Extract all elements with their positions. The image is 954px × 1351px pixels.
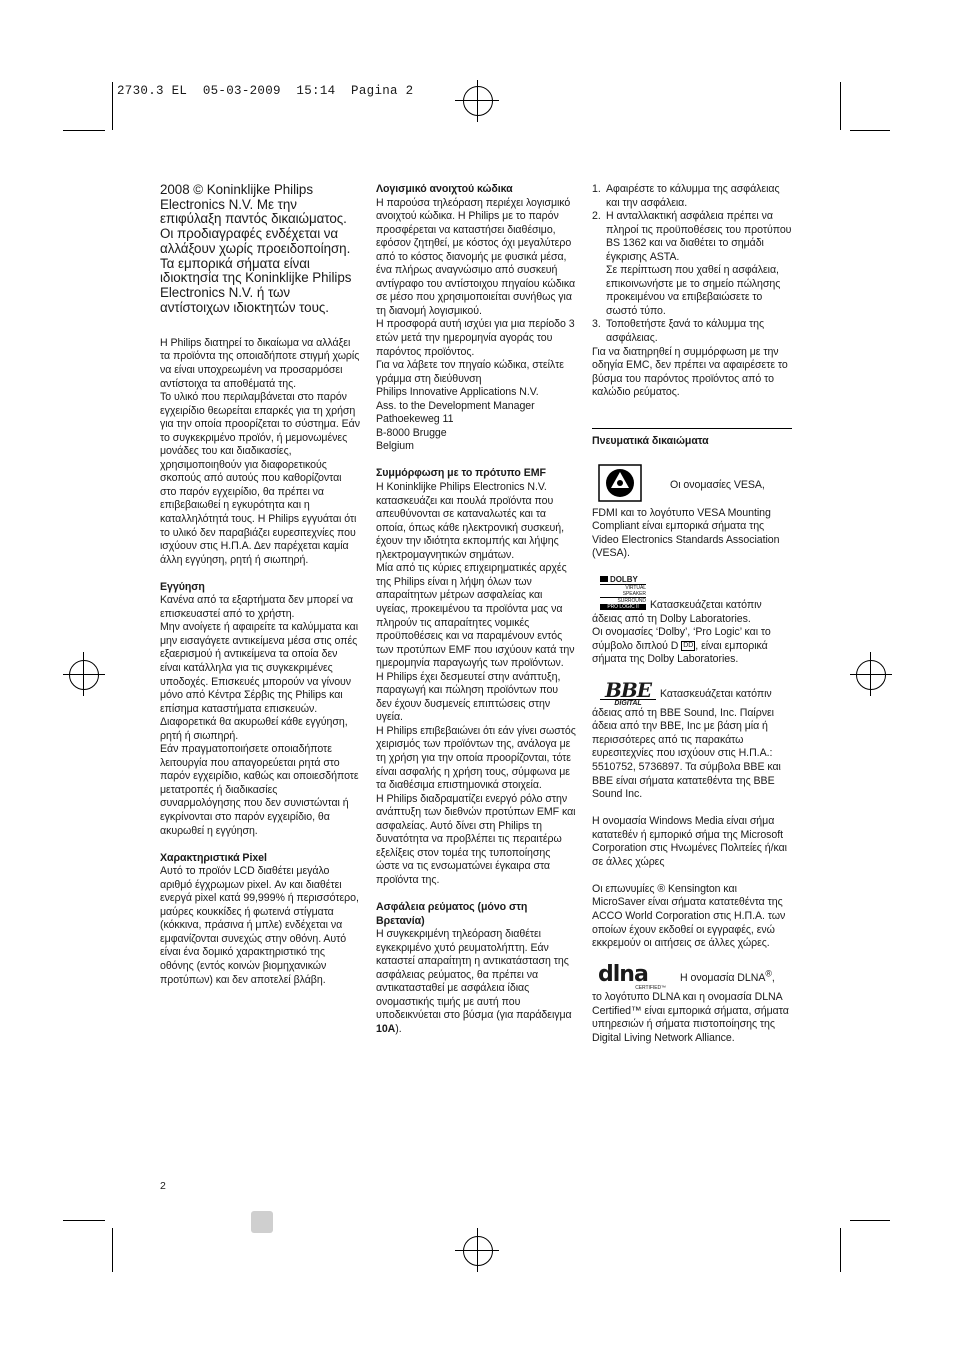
step-text: Σε περίπτωση που χαθεί η ασφάλεια, επικοινωνήστε με το σημείο πώλησης προκειμένου να επιβεβαιώσετε το σωστό τύπο. xyxy=(606,264,781,317)
dlna-text-a: Η ονομασία DLNA xyxy=(680,971,766,984)
paragraph: Το υλικό που περιλαμβάνεται στο παρόν εγχειρίδιο θεωρείται επαρκές για τη χρήση για την οποία προορίζεται το σύστημα. Εάν το συγκεκριμένο προϊόν, ή μεμονωμένες μονάδες του και διαδικασίες, χρησιμοποιηθούν για διαφορετικούς σκοπούς από αυτούς που καθορίζονται στο παρόν εγχειρίδιο, θα πρέπει να επιβεβαιωθεί η εγκυρότητα και η καταλληλότητά τους. Η Philips εγγυάται ότι το υλικό δεν παραβιάζει ευρεσιτεχνίες που ισχύουν στις Η.Π.Α. Δεν παρέχεται καμία άλλη εγγύηση, ρητή ή σιωπηρή. xyxy=(160,391,360,566)
step-text: Τοποθετήστε ξανά το κάλυμμα της ασφάλειας. xyxy=(606,318,765,345)
vesa-text-a: Οι ονομασίες VESA, xyxy=(670,479,765,492)
paragraph: Για να διατηρηθεί η συμμόρφωση με την οδηγία EMC, δεν πρέπει να αφαιρέσετε το βύσμα του παρόντος προϊόντος από το καλώδιο ρεύματος. xyxy=(592,345,788,399)
bbe-logo-text: BBE xyxy=(604,677,652,702)
registration-mark-top xyxy=(463,86,493,116)
paragraph: Η Koninklijke Philips Electronics N.V. κατασκευάζει και πουλά προϊόντα που απευθύνονται σε καταναλωτές και τα οποία, όπως κάθε ηλεκτρονική συσκευή, έχουν την ιδιότητα εκπομπής και λήψης ηλεκτρομαγνητικών σημάτων. xyxy=(376,481,564,561)
dolby-logo-text: PRO LOGIC II xyxy=(600,604,646,610)
vesa-notice xyxy=(592,464,792,507)
step-text: Αφαιρέστε το κάλυμμα της ασφάλειας και την ασφάλεια. xyxy=(606,183,780,209)
paragraph xyxy=(592,626,792,667)
crop-mark-bl-h xyxy=(63,1220,105,1221)
list-item xyxy=(592,210,792,318)
registered-mark: ® xyxy=(765,968,772,979)
heading-pixel: Χαρακτηριστικά Pixel xyxy=(160,851,267,864)
dolby-text: , είναι εμπορικά σήματα της Dolby Laboratories. xyxy=(592,639,768,666)
address-line: B-8000 Brugge xyxy=(376,426,447,439)
column-3 xyxy=(592,183,792,1045)
address-line: Philips Innovative Applications N.V. xyxy=(376,386,539,399)
crop-mark-tl-v xyxy=(112,82,113,130)
registration-mark-bottom-h xyxy=(455,1250,499,1251)
step-number: 1. xyxy=(592,183,601,195)
crop-mark-tr-h xyxy=(850,130,890,131)
paragraph: Για να λάβετε τον πηγαίο κώδικα, στείλτε γράμμα στη διεύθυνση xyxy=(376,359,564,385)
dolby-logo-text: DOLBY xyxy=(610,575,638,585)
address-line: Ass. to the Development Manager xyxy=(376,399,535,412)
paragraph: Η Philips διατηρεί το δικαίωμα να αλλάξει τα προϊόντα της οποιαδήποτε στιγμή χωρίς να είναι υποχρεωμένη να προσαρμόσει αντίστοιχα τα αποθέματά της. xyxy=(160,336,360,390)
registration-mark-top-h xyxy=(455,100,499,101)
dlna-logo-icon xyxy=(598,961,666,992)
fuse-rating: 10A xyxy=(376,1022,396,1035)
paragraph: άδειας από τη BBE Sound, Inc. Παίρνει άδεια από την BBE, Inc με βάση μία ή περισσότερες από τις παρακάτω ευρεσιτεχνίες που ισχύουν στις Η.Π.Α.: 5510752, 5736897. Τα σύμβολα BBE και BBE είναι σήματα κατατεθέντα της BBE Sound Inc. xyxy=(592,706,781,801)
page-tab-marker xyxy=(251,1211,273,1233)
paragraph: Οι επωνυμίες ® Kensington και MicroSaver είναι σήματα κατατεθέντα της ACCO World Corporation στις Η.Π.Α. των οποίων έχουν εκδοθεί οι εγγραφές, ενώ εκκρεμούν οι αιτήσεις σε άλλες χώρες. xyxy=(592,882,786,950)
dlna-notice xyxy=(592,961,792,992)
paragraph xyxy=(376,928,576,1036)
paragraph: Η προσφορά αυτή ισχύει για μια περίοδο 3 ετών μετά την ημερομηνία αγοράς του παρόντος προϊόντος. xyxy=(376,318,575,358)
registration-mark-left xyxy=(69,660,99,690)
copyright-lead: 2008 © Koninklijke Philips Electronics N.V. Με την επιφύλαξη παντός δικαιώματος. Οι προδιαγραφές ενδέχεται να αλλάξουν χωρίς προειδοποίηση. Τα εμπορικά σήματα είναι ιδιοκτησία της Koninklijke Philips Electronics N.V. ή των αντίστοιχων ιδιοκτητών τους. xyxy=(160,182,352,315)
fuse-text-end: ). xyxy=(395,1022,402,1035)
bbe-logo-icon xyxy=(600,677,656,707)
heading-mains-fuse: Ασφάλεια ρεύματος (μόνο στη Βρετανία) xyxy=(376,900,528,927)
print-slug: 2730.3 EL 05-03-2009 15:14 Pagina 2 xyxy=(117,84,414,98)
page-number: 2 xyxy=(160,1180,166,1192)
list-item xyxy=(592,183,792,210)
paragraph: Η ονομασία Windows Media είναι σήμα κατατεθέν ή εμπορικό σήμα της Microsoft Corporation στις Ηνωμένες Πολιτείες ή/και σε άλλες χώρες xyxy=(592,815,787,868)
registration-mark-right-h xyxy=(850,674,892,675)
step-number: 2. xyxy=(592,210,601,223)
section-divider xyxy=(592,428,792,429)
registration-mark-left-h xyxy=(63,674,105,675)
dolby-logo-text: SURROUND xyxy=(600,597,646,604)
fuse-steps xyxy=(592,183,792,346)
vesa-logo-icon xyxy=(598,464,642,507)
list-item xyxy=(592,318,792,345)
heading-open-source: Λογισμικό ανοιχτού κώδικα xyxy=(376,183,513,195)
paragraph: Η Philips επιβεβαιώνει ότι εάν γίνει σωστός χειρισμός των προϊόντων της, ανάλογα με τη χρήση για την οποία προορίζονται, τότε είναι ασφαλής η χρήση τους, σύμφωνα με τα διαθέσιμα επιστημονικά στοιχεία. xyxy=(376,724,576,792)
dolby-logo-text: SPEAKER xyxy=(622,591,646,598)
bbe-notice xyxy=(592,677,792,707)
double-d-icon: DD xyxy=(683,641,694,649)
dolby-text-a: Κατασκευάζεται κατόπιν άδειας από τη Dolby Laboratories. xyxy=(592,599,762,625)
dlna-logo-sub: CERTIFIED™ xyxy=(635,985,666,992)
registration-mark-bottom xyxy=(463,1236,493,1266)
step-text: Η ανταλλακτική ασφάλεια πρέπει να πληροί τις προϋποθέσεις του προτύπου BS 1362 και να διαθέτει το σημάδι έγκρισης ASTA. xyxy=(606,210,792,263)
column-1 xyxy=(160,183,360,987)
heading-copyright: Πνευματικά δικαιώματα xyxy=(592,434,709,447)
address-line: Belgium xyxy=(376,440,414,453)
fuse-text: Η συγκεκριμένη τηλεόραση διαθέτει εγκεκριμένο χυτό ρευματολήπτη. Εάν καταστεί απαραίτητη η αντικατάσταση της ασφάλειας ρεύματος, θα πρέπει να αντικατασταθεί με ασφάλεια ίδιας ονομαστικής τιμής με αυτή που υποδεικνύεται στο βύσμα (για παράδειγμα xyxy=(376,928,572,1022)
dolby-text: Οι ονομασίες ‘Dolby’, ‘Pro Logic’ και το σύμβολο διπλού D xyxy=(592,626,771,652)
step-number: 3. xyxy=(592,318,601,331)
registration-mark-top-v xyxy=(477,80,478,122)
crop-mark-tl-h xyxy=(63,130,105,131)
registration-mark-right xyxy=(856,660,886,690)
paragraph: Μία από τις κύριες επιχειρηματικές αρχές της Philips είναι η λήψη όλων των απαραίτητων μέτρων ασφαλείας και υγείας, προκειμένου τα προϊόντα μας να πληρούν τις απαραίτητες νομικές προϋποθέσεις και να παραμένουν εντός των προτύπων EMF που ισχύουν κατά την ημερομηνία παραγωγής των προϊόντων. xyxy=(376,562,575,670)
paragraph: Η παρούσα τηλεόραση περιέχει λογισμικό ανοιχτού κώδικα. Η Philips με το παρόν προσφέρεται να καταστήσει διαθέσιμο, εφόσον ζητηθεί, με κόστος όχι μεγαλύτερο από το κόστος διανομής με φυσικά μέσα, ένα πλήρως αναγνώσιμο από συσκευή αντίγραφο του αντίστοιχου πηγαίου κώδικα σε μέσο που χρησιμοποιείται συνήθως για τη διανομή λογισμικού. xyxy=(376,196,576,317)
paragraph: Αυτό το προϊόν LCD διαθέτει μεγάλο αριθμό έγχρωμων pixel. Αν και διαθέτει ενεργά pixel κατά 99,999% ή περισσότερο, μαύρες κουκκίδες ή φωτεινά στίγματα (κόκκινα, πράσινα ή μπλε) ενδέχεται να εμφανίζονται συνεχώς στην οθόνη. Αυτό είναι ένα δομικό χαρακτηριστικό της οθόνης (εντός κοινών βιομηχανικών προτύπων) και δεν αποτελεί βλάβη. xyxy=(160,865,359,986)
heading-emf: Συμμόρφωση με το πρότυπο EMF xyxy=(376,467,546,480)
paragraph: Μην ανοίγετε ή αφαιρείτε τα καλύμματα και μην εισαγάγετε αντικείμενα μέσα στις οπές εξαερισμού ή αντικείμενα τα οποία δεν είναι κατάλληλα για τις συγκεκριμένες υποδοχές. Επισκευές μπορούν να γίνουν μόνο από Κέντρα Σέρβις της Philips και επίσημα καταστήματα επισκευών. Διαφορετικά θα ακυρωθεί κάθε εγγύηση, ρητή ή σιωπηρή. xyxy=(160,621,359,742)
dlna-logo-text: dlna xyxy=(598,961,648,987)
column-2 xyxy=(376,183,576,1036)
bbe-logo-sub: DIGITAL xyxy=(600,699,656,707)
paragraph: FDMI και το λογότυπο VESA Mounting Compliant είναι εμπορικά σήματα της Video Electronics Standards Association (VESA). xyxy=(592,506,780,560)
crop-mark-tr-v xyxy=(840,82,841,130)
paragraph: Εάν πραγματοποιήσετε οποιαδήποτε λειτουργία που απαγορεύεται ρητά στο παρόν εγχειρίδιο, καθώς και οποιεσδήποτε μετατροπές ή διαδικασίες συναρμολόγησης που δεν συνιστώνται ή εγκρίνονται στο παρόν εγχειρίδιο, θα ακυρωθεί η εγγύηση. xyxy=(160,743,359,837)
dlna-text-comma: , xyxy=(771,971,775,984)
heading-warranty: Εγγύηση xyxy=(160,580,205,593)
bbe-text-a: Κατασκευάζεται κατόπιν xyxy=(660,687,772,700)
crop-mark-br-h xyxy=(850,1220,890,1221)
crop-mark-bl-v xyxy=(112,1228,113,1272)
crop-mark-br-v xyxy=(840,1228,841,1272)
address-line: Pathoekeweg 11 xyxy=(376,413,454,426)
paragraph: Η Philips διαδραματίζει ενεργό ρόλο στην ανάπτυξη των διεθνών προτύπων EMF και ασφαλείας. Αυτό δίνει στη Philips τη δυνατότητα να προβλέπει τις περαιτέρω εξελίξεις στον τομέα της τυποποίησης ώστε να τις ενσωματώνει έγκαιρα στα προϊόντα της. xyxy=(376,792,576,886)
paragraph: Η Philips έχει δεσμευτεί στην ανάπτυξη, παραγωγή και πώληση προϊόντων που δεν έχουν δυσμενείς επιπτώσεις στην υγεία. xyxy=(376,670,561,724)
paragraph: το λογότυπο DLNA και η ονομασία DLNA Certified™ είναι εμπορικά σήματα, σήματα υπηρεσιών ή σήματα πιστοποίησης της Digital Living Network Alliance. xyxy=(592,991,789,1044)
dolby-logo-text: VIRTUAL xyxy=(600,584,646,591)
dolby-logo-icon xyxy=(600,575,646,610)
paragraph: Κανένα από τα εξαρτήματα δεν μπορεί να επισκευαστεί από το χρήστη. xyxy=(160,594,353,620)
